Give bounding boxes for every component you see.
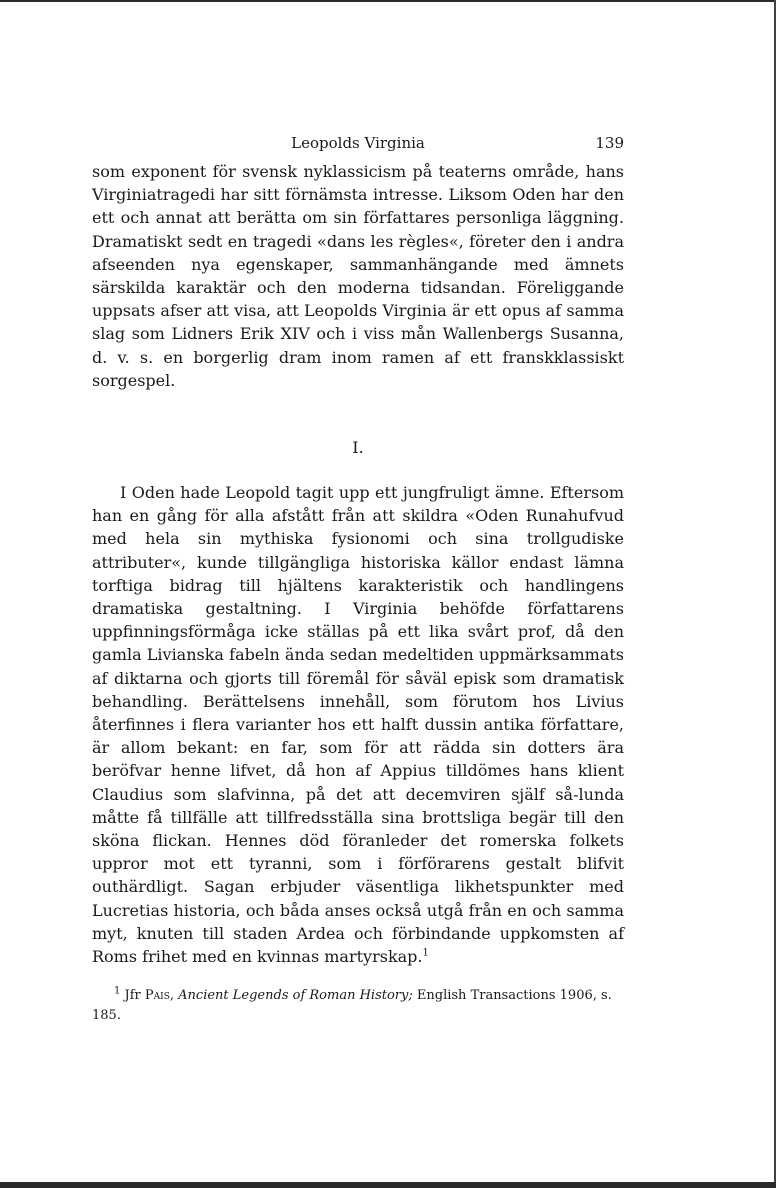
- page-number: 139: [595, 134, 624, 152]
- bottom-scan-edge: [0, 1182, 776, 1188]
- footnote-author: Pais,: [144, 988, 175, 1004]
- section-number: I.: [352, 438, 364, 458]
- running-title: Leopolds Virginia: [291, 134, 425, 152]
- footnote-title: Ancient Legends of Roman History;: [178, 988, 413, 1004]
- footnote-reference: 1: [422, 947, 429, 959]
- running-head: [92, 130, 624, 160]
- footnote: [92, 986, 624, 1026]
- footnote-rest: English Transactions 1906, s. 185.: [92, 988, 612, 1024]
- paragraph-section-one-text: I Oden hade Leopold tagit upp ett jungfruligt ämne. Eftersom han en gång för alla afstått från att skildra «Oden Runahufvud med hela sin mythiska fysionomi och sina trollgudiske attributer«, kunde tillgängliga historiska källor endast lämna torftiga bidrag till hjältens karakteristik och handlingens dramatiska gestaltning. I Virginia behöfde författarens uppfinningsförmåga icke ställas på ett lika svårt prof, då den gamla Livianska fabeln ända sedan medeltiden uppmärksammats af diktarna och gjorts till föremål för såväl episk som dramatisk behandling. Berättelsens innehåll, som förutom hos Livius återfinnes i flera varianter hos ett halft dussin antika författare, är allom bekant: en far, som för att rädda sin dotters ära beröfvar henne lifvet, då hon af Appius tilldömes hans klient Claudius som slafvinna, på det att decemviren själf så-lunda måtte få tillfälle att tillfredsställa sina brottsliga begär till den sköna flickan. Hennes död föranleder det romerska folkets uppror mot ett tyranni, som i förförarens gestalt blifvit outhärdligt. Sagan erbjuder väsentliga likhetspunkter med Lucretias historia, och båda anses också utgå från en och samma myt, knuten till staden Ardea och förbindande uppkomsten af Roms frihet med en kvinnas martyrskap.: [92, 483, 624, 967]
- book-page: [92, 130, 624, 1039]
- paragraph-continued: som exponent för svensk nyklassicism på teaterns område, hans Virginiatragedi har sitt förnämsta intresse. Liksom Oden har den ett och annat att berätta om sin författares personliga läggning. Dramatiskt sedt en tragedi «dans les règles«, företer den i andra afseenden nya egenskaper, sammanhängande med ämnets särskilda karaktär och den moderna tidsandan. Föreliggande uppsats afser att visa, att Leopolds Virginia är ett opus af samma slag som Lidners Erik XIV och i viss mån Wallenbergs Susanna, d. v. s. en borgerlig dram inom ramen af ett franskklassiskt sorgespel.: [92, 162, 624, 390]
- footnote-prefix: Jfr: [124, 988, 141, 1004]
- footnote-marker: 1: [114, 985, 121, 997]
- paragraph-section-one: [92, 481, 624, 968]
- top-scan-edge: [0, 0, 776, 2]
